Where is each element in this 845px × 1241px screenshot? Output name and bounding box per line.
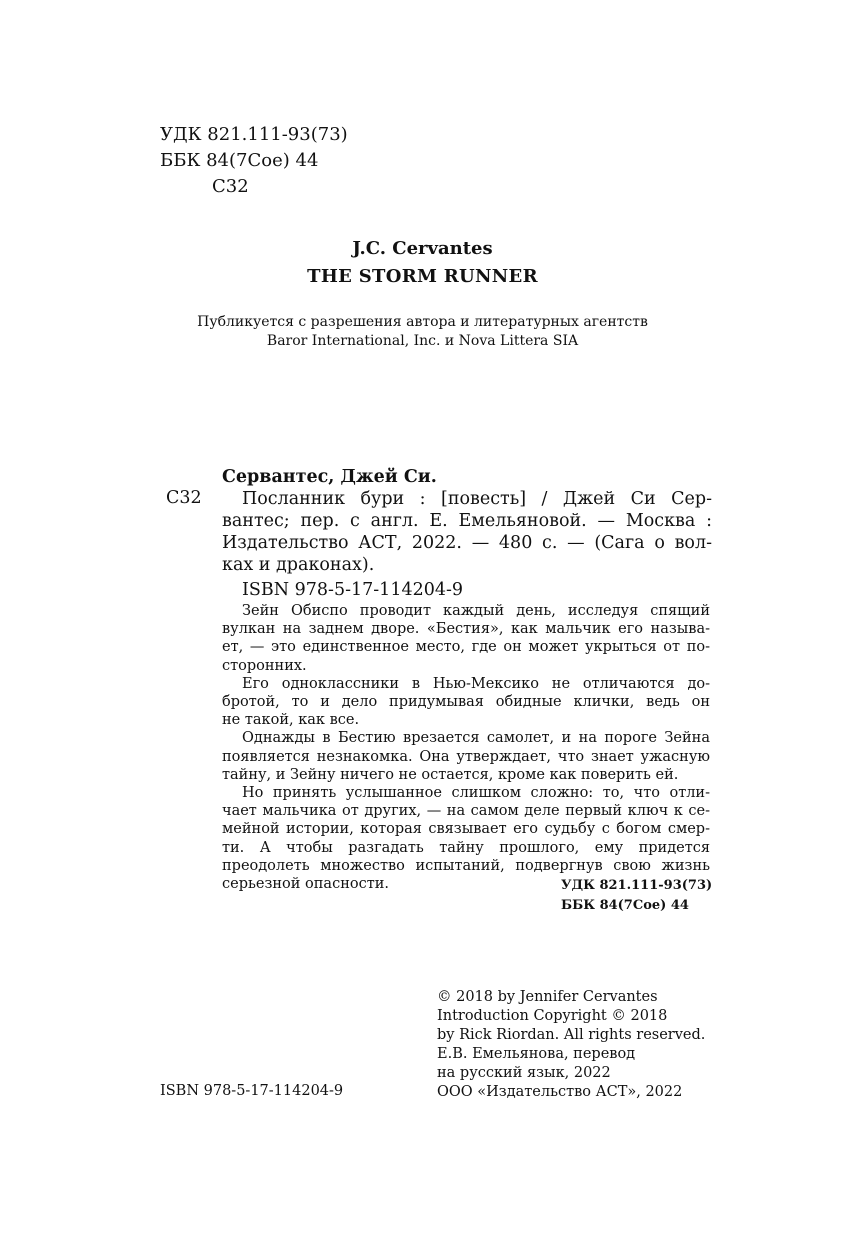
annotation-line: вулкан на заднем дворе. «Бестия», как мальчик его называ- (222, 621, 710, 638)
original-author: J.C. Cervantes (352, 238, 493, 259)
permission-line-2: Baror International, Inc. и Nova Littera SIA (266, 333, 579, 349)
copyright-line: на русский язык, 2022 (437, 1065, 611, 1081)
annotation (222, 602, 710, 893)
udk-code-footer: УДК 821.111-93(73) (561, 878, 713, 893)
classification-footer (561, 876, 712, 916)
annotation-line: ет, — это единственное место, где он может укрыться от по- (222, 639, 710, 656)
annotation-line: появляется незнакомка. Она утверждает, что знает ужасную (222, 748, 710, 765)
annotation-line: тайну, и Зейну ничего не остается, кроме как поверить ей. (222, 766, 679, 783)
classification-codes (160, 122, 348, 200)
copyright-line: ООО «Издательство АСТ», 2022 (437, 1084, 683, 1100)
isbn: ISBN 978-5-17-114204-9 (242, 580, 464, 600)
udk-code: УДК 821.111-93(73) (160, 124, 348, 145)
annotation-line: мейной истории, которая связывает его судьбу с богом смер- (222, 821, 710, 838)
biblio-author: Сервантес, Джей Си. (222, 467, 437, 487)
biblio-line: ках и драконах). (222, 555, 375, 575)
biblio-author-code: С32 (166, 488, 202, 508)
annotation-line: не такой, как все. (222, 712, 360, 729)
bbk-code-footer: ББК 84(7Сое) 44 (561, 898, 689, 913)
annotation-line: Но принять услышанное слишком сложно: то, что отли- (242, 785, 710, 802)
annotation-line: ти. А чтобы разгадать тайну прошлого, ему придется (222, 839, 710, 856)
annotation-line: Его одноклассники в Нью-Мексико не отличаются до- (242, 675, 710, 692)
copyright-line: © 2018 by Jennifer Cervantes (437, 989, 658, 1005)
annotation-paragraph (222, 675, 710, 730)
annotation-line: серьезной опасности. (222, 876, 390, 893)
annotation-line: сторонних. (222, 657, 307, 674)
annotation-line: бротой, то и дело придумывая обидные клички, ведь он (222, 694, 710, 711)
biblio-line: Издательство АСТ, 2022. — 480 с. — (Сага о вол- (222, 533, 712, 553)
annotation-line: Однажды в Бестию врезается самолет, и на пороге Зейна (242, 730, 710, 747)
permission-line-1: Публикуется с разрешения автора и литературных агентств (197, 314, 648, 330)
biblio-line: вантес; пер. с англ. Е. Емельяновой. — Москва : (222, 511, 712, 531)
isbn-bottom: ISBN 978-5-17-114204-9 (160, 1083, 344, 1099)
annotation-line: преодолеть множество испытаний, подвергнув свою жизнь (222, 857, 710, 874)
bbk-code: ББК 84(7Сое) 44 (160, 150, 319, 171)
original-title: THE STORM RUNNER (307, 266, 538, 287)
copyright-line: by Rick Riordan. All rights reserved. (437, 1027, 706, 1043)
bibliographic-record (222, 466, 712, 576)
annotation-paragraph (222, 602, 710, 675)
biblio-line: Посланник бури : [повесть] / Джей Си Сер- (242, 489, 712, 509)
author-code: С32 (212, 176, 249, 197)
copyright-line: Е.В. Емельянова, перевод (437, 1046, 636, 1062)
copyright-line: Introduction Copyright © 2018 (437, 1008, 668, 1024)
permission-notice (0, 313, 845, 351)
copyright-block (437, 988, 705, 1102)
annotation-line: Зейн Обиспо проводит каждый день, исследуя спящий (242, 603, 710, 619)
annotation-line: чает мальчика от других, — на самом деле первый ключ к се- (222, 803, 710, 820)
annotation-paragraph (222, 729, 710, 784)
